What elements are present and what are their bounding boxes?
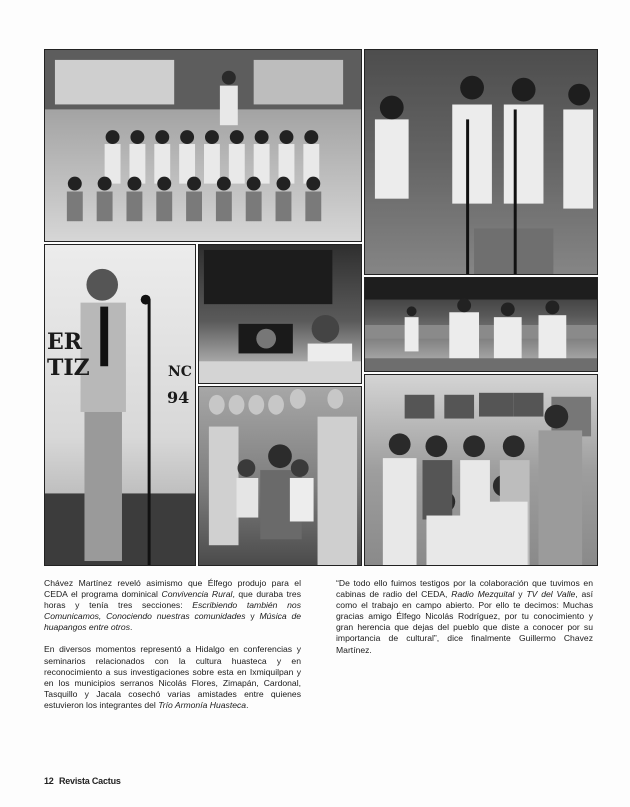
italic-title-text: Música de huapangos entre otros (44, 611, 302, 633)
article-left-column (44, 578, 301, 722)
article-paragraph (44, 578, 301, 633)
paragraph-text: . (246, 699, 249, 710)
paragraph-text: , así como el trabajo en campo abierto. Por ello te decimos: Muchas gracias amigo Élfego Nicolás Rodríguez, por tu conocimiento y gran herencia que dejas del pueblo que diste a conocer por su importancia de cultural”, dice finalmente Guillermo Chavez Martínez. (336, 589, 593, 655)
photo-man-with-babies (198, 386, 362, 566)
page-number: 12 (44, 776, 54, 786)
photo-dancers-hall (364, 277, 598, 372)
article-right-column (336, 578, 593, 667)
italic-title-text: Convivencia Rural (161, 589, 233, 600)
paragraph-text: y (245, 611, 260, 622)
paragraph-text: y (514, 589, 527, 600)
italic-title-text: Trío Armonía Huasteca (158, 699, 247, 710)
paragraph-text: Chávez Martínez reveló asimismo que Élfego produjo para el CEDA el programa dominical (44, 578, 301, 600)
photo-group-portrait (364, 374, 598, 566)
italic-title-text: TV del Valle (526, 589, 576, 600)
article-paragraph (44, 644, 301, 711)
magazine-name: Revista Cactus (58, 776, 121, 786)
banner-lettering-suffix: NC (168, 364, 192, 380)
article-paragraph (336, 578, 593, 656)
italic-title-text: Escribiendo también nos Comunicamos, Conociendo nuestras comunidades (44, 600, 301, 622)
paragraph-text: , que duraba tres horas y tenía tres secciones: (44, 589, 301, 611)
banner-year: 94 (167, 388, 190, 407)
page-footer (44, 776, 121, 786)
paragraph-text: . (130, 622, 133, 633)
photo-huapango-musicians (364, 49, 598, 275)
photo-schoolchildren (44, 49, 362, 242)
italic-title-text: Radio Mezquital (451, 589, 515, 600)
photo-radio-booth (198, 244, 362, 384)
photo-man-at-microphone (44, 244, 196, 566)
paragraph-text: “De todo ello fuimos testigos por la colaboración que tuvimos en cabinas de radio del CEDA, (336, 578, 593, 600)
paragraph-text: En diversos momentos representó a Hidalgo en conferencias y seminarios relacionados con la cultura huasteca y en reconocimiento a sus investigaciones sobre esta en Ixmiquilpan y en los municipios serranos Nicolás Flores, Zimapán, Cardonal, Tasquillo y Jacala cosechó varias amistades entre quienes estuvieron los integrantes del (44, 644, 301, 710)
banner-lettering: ER TIZ (47, 329, 90, 381)
